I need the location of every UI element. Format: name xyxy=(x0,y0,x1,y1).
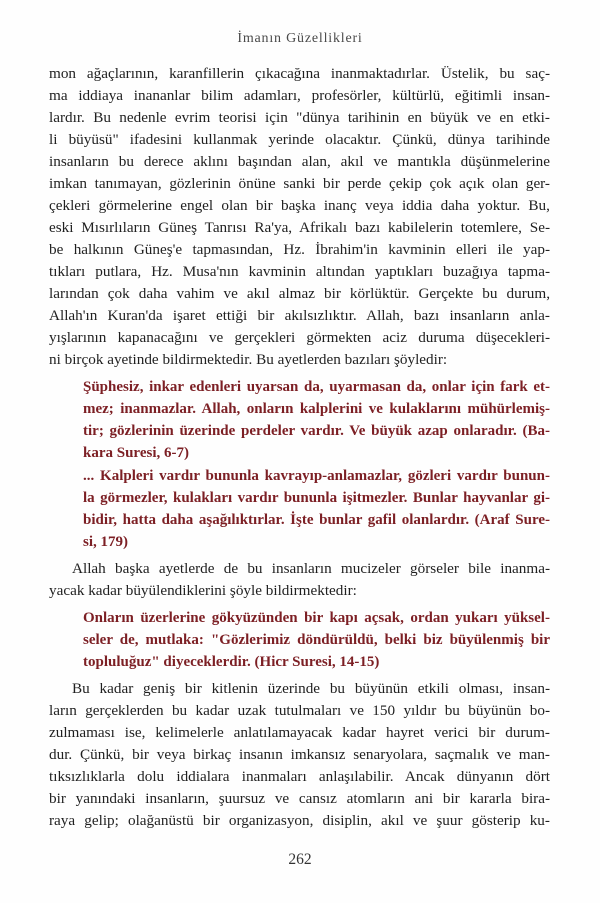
text-line: bir yanındaki insanların, şuursuz ve cansız atomların ani bir kararla bira- xyxy=(49,790,551,807)
body-paragraph xyxy=(49,678,550,832)
text-line: yacak kadar büyülendiklerini şöyle bildirmektedir: xyxy=(49,582,357,599)
text-line: raya gelip; olağanüstü bir organizasyon, disiplin, akıl ve şuur gösterip ku- xyxy=(49,812,550,829)
body-paragraph xyxy=(49,558,550,602)
page-number: 262 xyxy=(288,851,312,868)
text-line: Allah'ın Kuran'da işaret ettiği bir akılsızlıktır. Allah, bazı insanların anla- xyxy=(49,307,550,324)
text-line: la görmezler, kulakları vardır bununla işitmezler. Bunlar hayvanlar gi- xyxy=(83,490,551,506)
verse-quote xyxy=(49,465,550,553)
verse-quote xyxy=(49,607,550,673)
text-line: mon ağaçlarının, karanfillerin çıkacağına inanmaktadırlar. Üstelik, bu saç- xyxy=(49,65,550,82)
text-line: kara Suresi, 6-7) xyxy=(83,445,189,461)
text-line: seler de, mutlaka: "Gözlerimiz döndürüldü, belki biz büyülenmiş bir xyxy=(83,632,550,648)
text-line: li büyüsü" ifadesini kullanmak yerinde olacaktır. Çünkü, dünya tarihinde xyxy=(49,131,550,148)
text-line: Onların üzerlerine gökyüzünden bir kapı açsak, ordan yukarı yüksel- xyxy=(83,610,550,626)
text-line: Bu kadar geniş bir kitlenin üzerinde bu büyünün etkili olması, insan- xyxy=(72,680,550,697)
text-line: yışlarının kapanacağını ve gerçekleri görmekten aciz duruma düşecekleri- xyxy=(49,329,551,346)
text-line: Şüphesiz, inkar edenleri uyarsan da, uyarmasan da, onlar için fark et- xyxy=(83,379,551,395)
text-line: lardır. Bu nedenle evrim teorisi için "dünya tarihinin en büyük ve en etki- xyxy=(49,109,550,126)
body-paragraph xyxy=(49,63,550,371)
text-line: ma iddiaya inananlar bilim adamları, profesörler, kültürlü, eğitimli insan- xyxy=(49,87,551,104)
text-line: mez; inanmazlar. Allah, onların kalplerini ve kulaklarını mühürlemiş- xyxy=(83,401,550,417)
text-line: imkan tanımayan, gözlerinin önüne sanki bir perde çekip çok açık olan ger- xyxy=(49,175,550,192)
text-line: ... Kalpleri vardır bununla kavrayıp-anlamazlar, gözleri vardır bunun- xyxy=(83,468,550,484)
text-line: be halkının Güneş'e tapmasından, Hz. İbrahim'in kavminin elleri ile yap- xyxy=(49,241,551,258)
text-line: zulmaması ise, kelimelerle anlatılamayacak kadar hayret verici bir durum- xyxy=(49,724,550,741)
text-line: tıksızlıklarla dolu iddialara inanmaları anlaşılabilir. Ancak dünyanın dört xyxy=(49,768,551,785)
text-line: eski Mısırlıların Güneş Tanrısı Ra'ya, Afrikalı bazı kabilelerin totemlere, Se- xyxy=(49,219,550,236)
body-text xyxy=(49,63,550,832)
text-line: tıkları putlara, Hz. Musa'nın kavminin altından yaptıkları buzağıya tapma- xyxy=(49,263,550,280)
text-line: çekleri görmelerine engel olan bir başka inanç veya iddia daha yoktur. Bu, xyxy=(49,197,550,214)
text-line: bidir, hatta daha aşağılıktırlar. İşte bunlar gafil olanlardır. (Araf Sure- xyxy=(83,512,550,528)
text-line: si, 179) xyxy=(83,534,128,550)
running-header-title: İmanın Güzellikleri xyxy=(237,31,363,46)
text-line: topluluğuz" diyeceklerdir. (Hicr Suresi, 14-15) xyxy=(83,654,380,670)
text-line: Allah başka ayetlerde de bu insanların mucizeler görseler bile inanma- xyxy=(72,560,551,577)
text-line: ların gerçeklerden bu kadar uzak tutulmaları ve 150 yıldır bu büyünün bo- xyxy=(49,702,551,719)
text-line: ni birçok ayetinde bildirmektedir. Bu ayetlerden bazıları şöyledir: xyxy=(49,351,448,368)
text-line: insanların bu derece aklını başından alan, akıl ve mantıkla düşünmelerine xyxy=(49,153,551,170)
verse-quote xyxy=(49,376,550,464)
text-line: larından çok daha vahim ve akıl almaz bir körlüktür. Gerçekte bu durum, xyxy=(49,285,550,302)
text-line: dur. Çünkü, bir veya birkaç insanın imkansız senaryolara, saçmalık ve man- xyxy=(49,746,550,763)
text-line: tir; gözlerinin üzerinde perdeler vardır. Ve büyük azap onlaradır. (Ba- xyxy=(83,423,550,439)
